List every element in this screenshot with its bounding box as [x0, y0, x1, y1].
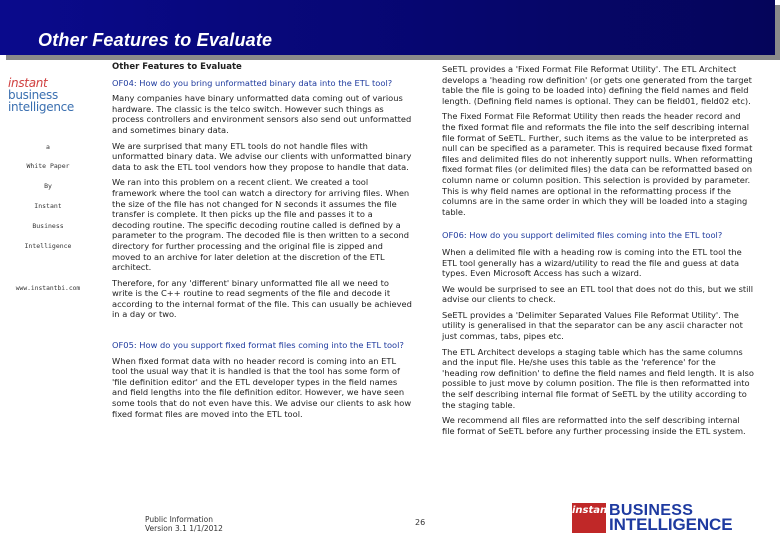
logo-business: BUSINESS — [609, 502, 694, 519]
paragraph: We recommend all files are reformatted into the self describing internal file format of SeETL before any further processing inside the ETL system. — [442, 415, 746, 436]
sidebar-item-business: Business — [32, 222, 64, 230]
company-logo — [572, 503, 774, 533]
sidebar-logo — [8, 78, 94, 113]
sidebar-item-intelligence: Intelligence — [24, 242, 72, 250]
paragraph: We are surprised that many ETL tools do not handle files with unformatted binary data. We advise our clients with unformatted binary data to ask the ETL tool vendors how they propose to handle that data. — [112, 140, 412, 172]
paragraph: When fixed format data with no header record is coming into an ETL tool the usual way that it is handled is that the tool has some form of 'file definition editor' and the ETL developer types in the field names and field lengths into the file definition editor. However, we have seen some tools that do not even have this. We advise our clients to ask how fixed format files are moved into the ETL tool. — [112, 355, 412, 419]
paragraph: Therefore, for any 'different' binary unformatted file all we need to write is the C++ routine to read segments of the file and decode it according to the internal format of the file. This can usually be achieved in a day or two. — [112, 277, 412, 320]
logo-instant-box: instant — [572, 503, 606, 533]
sidebar-item-a: a — [46, 143, 50, 151]
left-column — [112, 62, 412, 424]
paragraph: SeETL provides a 'Fixed Format File Reformat Utility'. The ETL Architect develops a 'heading row definition' (or gets one generated from the target table the file is going to be loaded into) defining the field names and field length. (Defining field names is optional. They can be field01, field02 etc). — [442, 64, 752, 106]
header-shadow-bottom — [6, 55, 780, 60]
logo-intelligence: INTELLIGENCE — [609, 515, 733, 534]
header-shadow-right — [775, 5, 780, 60]
footer-version: Version 3.1 1/1/2012 — [145, 524, 223, 533]
page-title: Other Features to Evaluate — [38, 30, 273, 50]
question-of06: OF06: How do you support delimited files coming into the ETL tool? — [442, 230, 723, 241]
logo-line-instant: instant — [8, 76, 48, 90]
section-heading: Other Features to Evaluate — [112, 62, 242, 72]
paragraph: Many companies have binary unformatted data coming out of various hardware. The classic is the telco switch. However such things as process controllers and environment sensors also send out unformatted and sometimes binary data. — [112, 93, 412, 135]
paragraph: The Fixed Format File Reformat Utility then reads the header record and the fixed format file and reformats the file into the self describing internal file format of SeETL. Further, such items as the value to be interpreted as null can be specified as a parameter. This is required because fixed format files and delimited files do not inherently support nulls. When reformatting fixed format files (or delimited files) the data can be reformatted based on column name or column position. This selection is provided by parameter. This is why field names are optional in the reformatting process if the columns are in the same order in which they will be loaded into a staging table. — [442, 111, 753, 217]
sidebar-website-link[interactable]: www.instantbi.com — [15, 285, 81, 292]
sidebar-item-instant: Instant — [34, 202, 62, 210]
question-of05: OF05: How do you support fixed format files coming into the ETL tool? — [112, 340, 404, 351]
sidebar-item-by: By — [44, 182, 52, 190]
logo-line-business: business — [8, 88, 58, 102]
header-banner — [0, 0, 780, 62]
sidebar-item-white-paper: White Paper — [26, 162, 70, 170]
question-of04: OF04: How do you bring unformatted binary data into the ETL tool? — [112, 77, 393, 88]
footer-info — [145, 515, 223, 533]
right-column — [442, 64, 754, 441]
paragraph: SeETL provides a 'Delimiter Separated Values File Reformat Utility'. The utility is generalised in that the separator can be any ascii character not just commas, tabs, pipes etc. — [442, 309, 743, 342]
logo-line-intelligence: intelligence — [8, 100, 75, 114]
footer-public-info: Public Information — [145, 515, 213, 524]
paragraph: We would be surprised to see an ETL tool that does not do this, but we still advise our clients to check. — [442, 283, 754, 305]
page-number: 26 — [415, 518, 426, 527]
paragraph: We ran into this problem on a recent client. We created a tool framework where the tool can watch a directory for arriving files. When the size of the file has not changed for N seconds it assumes the file transfer is complete. It then picks up the file and passes it to a decoding routine. The specific decoding routine called is defined by a parameter to the program. The decoded file is then written to a second directory for further processing and the original file is zipped and moved to an archive for later deletion at the discretion of the ETL architect. — [112, 177, 410, 273]
paragraph: The ETL Architect develops a staging table which has the same columns and the input file. He/she uses this table as the 'reference' for the 'heading row definition' to define the field names and field length. It is also possible to just move by column position. The file is then reformatted into the self describing internal file format of SeETL by the utility according to the staging table. — [442, 346, 754, 410]
paragraph: When a delimited file with a heading row is coming into the ETL tool the ETL tool generally has a wizard/utility to read the file and guess at data types. Even Microsoft Access has such a wizard. — [442, 246, 742, 279]
